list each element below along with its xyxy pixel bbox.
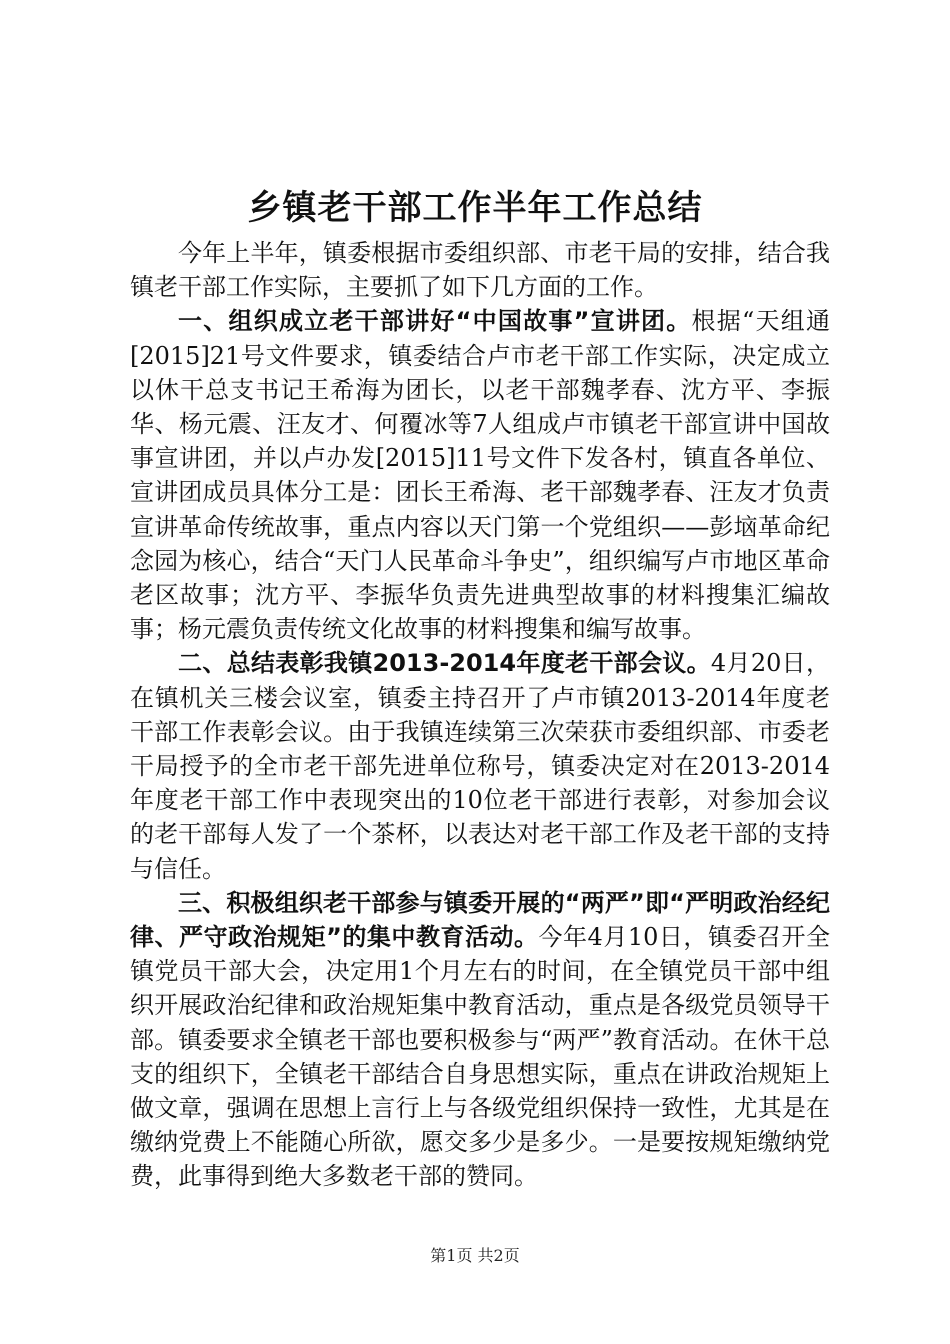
intro-paragraph: 今年上半年，镇委根据市委组织部、市老干局的安排，结合我镇老干部工作实际，主要抓了如下几方面的工作。 xyxy=(130,239,830,302)
section-heading-2: 二、总结表彰我镇2013-2014年度老干部会议。 xyxy=(178,649,711,678)
document-body xyxy=(130,236,830,1194)
section-heading-3: 三、积极组织老干部参与镇委开展的“两严”即“严明政治经纪律、严守政治规矩”的集中教育活动。 xyxy=(130,888,830,952)
section-text-2: 4月20日，在镇机关三楼会议室，镇委主持召开了卢市镇2013-2014年度老干部工作表彰会议。由于我镇连续第三次荣获市委组织部、市委老干局授予的全市老干部先进单位称号，镇委决定对在2013-2014年度老干部工作中表现突出的10位老干部进行表彰，对参加会议的老干部每人发了一个茶杯，以表达对老干部工作及老干部的支持与信任。 xyxy=(130,649,830,883)
page-footer: 第1页 共2页 xyxy=(430,1246,520,1265)
section-text-1: 根据“天组通[2015]21号文件要求，镇委结合卢市老干部工作实际，决定成立以休干总支书记王希海为团长，以老干部魏孝春、沈方平、李振华、杨元震、汪友才、何覆冰等7人组成卢市镇老干部宣讲中国故事宣讲团，并以卢办发[2015]11号文件下发各村，镇直各单位、宣讲团成员具体分工是：团长王希海、老干部魏孝春、汪友才负责宣讲革命传统故事，重点内容以天门第一个党组织——彭垴革命纪念园为核心，结合“天门人民革命斗争史”，组织编写卢市地区革命老区故事；沈方平、李振华负责先进典型故事的材料搜集汇编故事；杨元震负责传统文化故事的材料搜集和编写故事。 xyxy=(130,307,830,644)
document-title: 乡镇老干部工作半年工作总结 xyxy=(247,188,703,228)
section-heading-1: 一、组织成立老干部讲好“中国故事”宣讲团。 xyxy=(178,307,692,336)
section-paragraph-3 xyxy=(130,886,830,1194)
section-paragraph-2 xyxy=(130,646,830,885)
section-paragraph-1 xyxy=(130,304,830,646)
section-text-3: 今年4月10日，镇委召开全镇党员干部大会，决定用1个月左右的时间，在全镇党员干部中组织开展政治纪律和政治规矩集中教育活动，重点是各级党员领导干部。镇委要求全镇老干部也要积极参与“两严”教育活动。在休干总支的组织下，全镇老干部结合自身思想实际，重点在讲政治规矩上做文章，强调在思想上言行上与各级党组织保持一致性，尤其是在缴纳党费上不能随心所欲，愿交多少是多少。一是要按规矩缴纳党费，此事得到绝大多数老干部的赞同。 xyxy=(130,923,830,1191)
